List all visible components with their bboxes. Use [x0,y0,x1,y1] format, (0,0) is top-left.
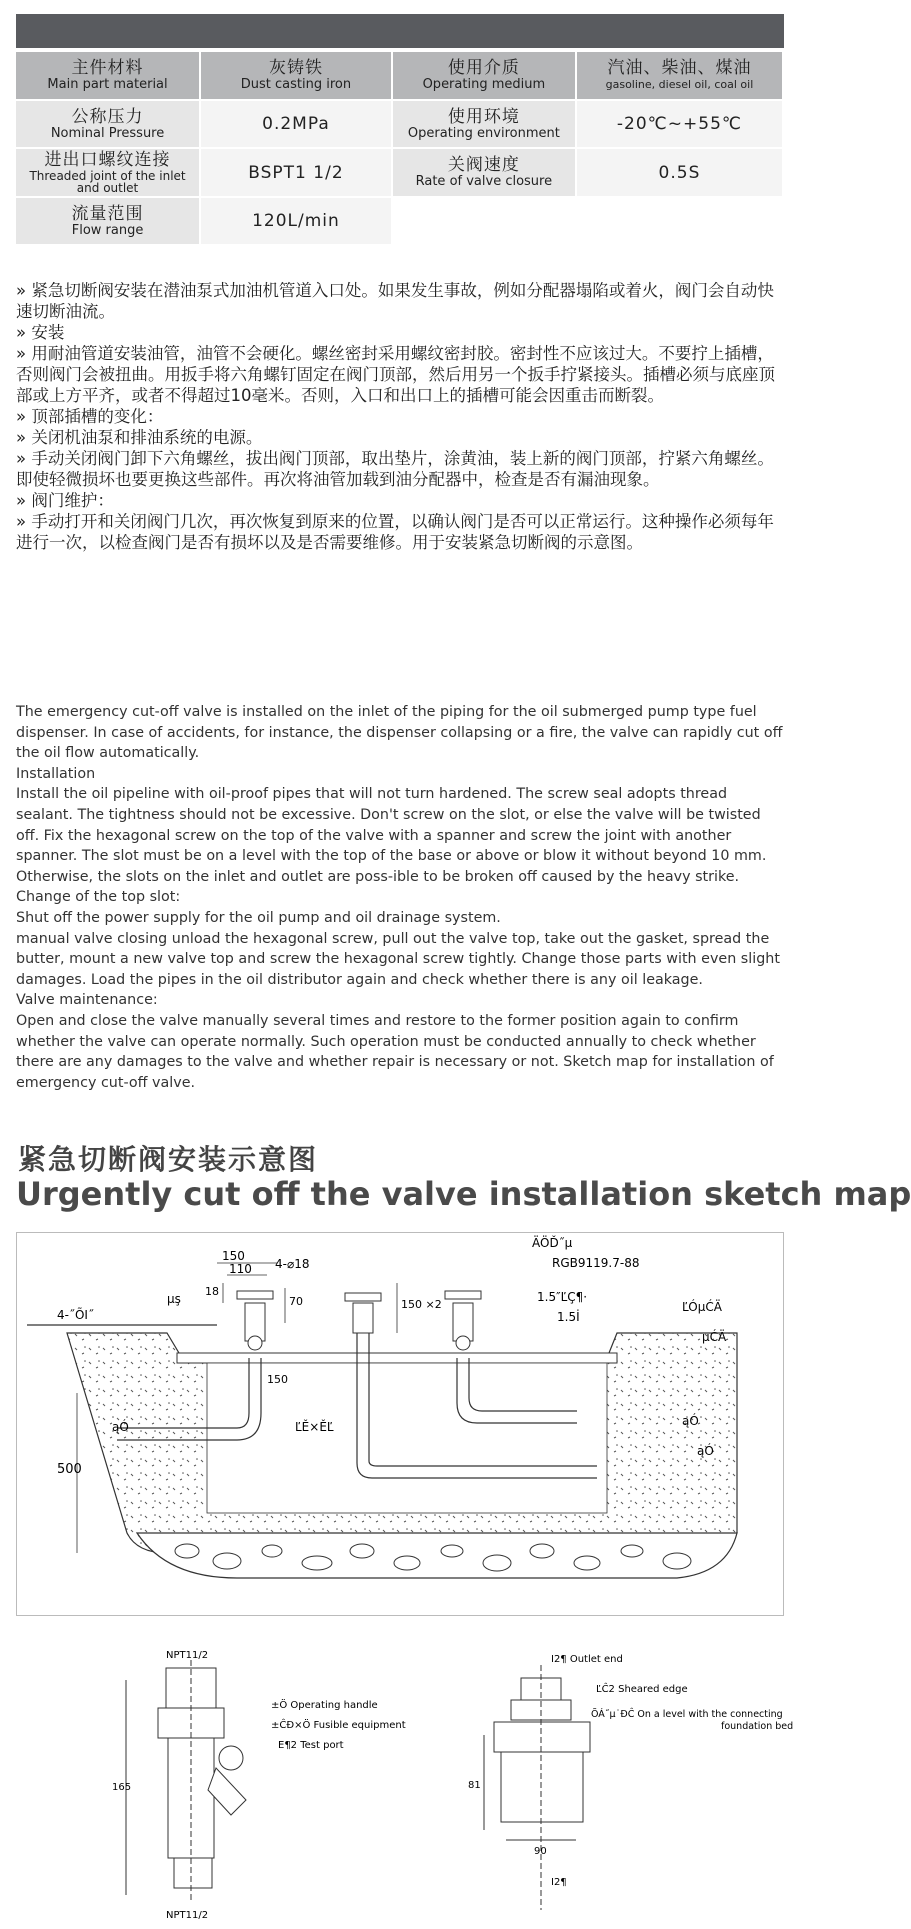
installation-sketch-svg [17,1233,783,1615]
dim-70: 70 [289,1295,303,1308]
label-foundation-bed: foundation bed [721,1721,794,1732]
npt-top: NPT11/2 [166,1650,209,1661]
spec-row [16,197,783,245]
spec-value-cell: BSPT1 1/2 [200,148,392,197]
spec-key-cell: 流量范围 Flow range [16,197,200,245]
en-paragraph: Installation [16,765,96,782]
spec-row [16,148,783,197]
label-right-1: ĽÓµĆÄ [682,1300,722,1314]
valve-detail-drawings [16,1640,794,1925]
label-test-port: E¶2 Test port [278,1740,344,1751]
cn-paragraph: » 关闭机油泵和排油系统的电源。 [16,428,263,447]
label-gb: RGB9119.7-88 [552,1256,640,1270]
sketch-title-zh: 紧急切断阀安装示意图 [18,1143,319,1176]
installation-sketch [16,1232,784,1616]
label-left-ao: ąÓ [112,1420,129,1434]
cn-paragraph: » 安装 [16,323,65,342]
dim-110: 110 [229,1262,252,1276]
label-1-5-b: 1.5İ [557,1310,580,1324]
label-top-left: 4-˝ÕI˝ [57,1308,94,1322]
label-right-3: ąÓ [682,1414,699,1428]
spec-empty-cell [392,197,576,245]
dim-150x2: 150 ×2 [401,1298,442,1311]
dim-18: 18 [205,1285,219,1298]
cn-paragraph: » 手动打开和关闭阀门几次，再次恢复到原来的位置，以确认阀门是否可以正常运行。这种操作必须每年进行一次，以检查阀门是否有损坏以及是否需要维修。用于安装紧急切断阀的示意图。 [16,512,774,552]
label-right-4: ąÓ [697,1444,714,1458]
dim-150: 150 [222,1249,245,1263]
valve-center [345,1293,381,1333]
height-165: 165 [112,1782,132,1793]
top-header-bar [16,14,784,48]
spec-value-cell: -20℃~+55℃ [576,100,783,148]
dim-4-18: 4-⌀18 [275,1257,310,1271]
width-90: 90 [534,1846,547,1857]
spec-value-cell: 120L/min [200,197,392,245]
cn-paragraph: » 用耐油管道安装油管，油管不会硬化。螺丝密封采用螺纹密封胶。密封性不应该过大。不要拧上插槽，否则阀门会被扭曲。用扳手将六角螺钉固定在阀门顶部，然后用另一个扳手拧紧接头。插槽必须与底座顶部或上方平齐，或者不得超过10毫米。否则，入口和出口上的插槽可能会因重击而断裂。 [16,344,775,405]
spec-table [16,52,784,246]
spec-header-cell: 灰铸铁 Dust casting iron [200,52,392,100]
valve-left [237,1291,273,1350]
spec-key-cell: 关阀速度 Rate of valve closure [392,148,576,197]
sketch-title-en: Urgently cut off the valve installation sketch map [16,1175,911,1213]
base-slab [177,1353,617,1363]
label-fusible: ±ĈĐ×Ö Fusible equipment [271,1720,406,1731]
en-paragraph: Change of the top slot: [16,889,181,906]
label-top-code: ÄÖĎ˝µ [532,1236,573,1250]
en-paragraph: Shut off the power supply for the oil pump and oil drainage system. [16,909,501,926]
spec-row [16,100,783,148]
height-81: 81 [468,1780,481,1791]
cn-paragraph: » 手动关闭阀门卸下六角螺丝，拔出阀门顶部，取出垫片，涂黄油，装上新的阀门顶部，拧紧六角螺丝。即使轻微损坏也要更换这些部件。再次将油管加载到油分配器中，检查是否有漏油现象。 [16,449,774,489]
valve-right [445,1291,481,1350]
spec-header-row [16,52,783,100]
dim-500: 500 [57,1462,82,1477]
spec-header-cell: 汽油、柴油、煤油 gasoline, diesel oil, coal oil [576,52,783,100]
label-center: ĽĚ×ĚĽ [295,1420,334,1434]
spec-value-cell: 0.5S [576,148,783,197]
cn-paragraph: » 阀门维护： [16,491,114,510]
label-operating-handle: ±Ö Operating handle [271,1700,378,1711]
english-description [16,702,786,1093]
en-paragraph: The emergency cut-off valve is installed on the inlet of the piping for the oil submerged pump type fuel dispenser. In case of accidents, for instance, the dispenser collapsing or a fire, the valve can rapidly cut off the oil flow automatically. [16,704,783,762]
label-level-connecting: ÕÁ˝µ˙ĐĈ On a level with the connecting [591,1709,783,1720]
en-paragraph: manual valve closing unload the hexagonal screw, pull out the valve top, take out the gasket, spread the butter, mount a new valve top and screw the hexagonal screw tightly. Change those parts with even slight damages. Load the pipes in the oil distributor again and check whether there is any oil leakage. [16,930,780,988]
spec-header-cell: 主件材料 Main part material [16,52,200,100]
npt-bottom: NPT11/2 [166,1910,209,1921]
spec-empty-cell [576,197,783,245]
spec-value-cell: 0.2MPa [200,100,392,148]
label-us: µş [167,1292,181,1306]
en-paragraph: Install the oil pipeline with oil-proof pipes that will not turn hardened. The screw seal adopts thread sealant. The tightness should not be excessive. Don't screw on the slot, or else the valve will be twisted off. Fix the hexagonal screw on the top of the valve with a spanner and screw the joint with another spanner. The slot must be on a level with the top of the base or above or blow it without beyond 10 mm. Otherwise, the slots on the inlet and outlet are poss-ible to be broken off caused by the heavy strike. [16,786,767,885]
cn-paragraph: » 紧急切断阀安装在潜油泵式加油机管道入口处。如果发生事故，例如分配器塌陷或着火，阀门会自动快速切断油流。 [16,281,774,321]
valve-detail-svg [16,1640,794,1925]
dim-150-v: 150 [267,1373,288,1386]
en-paragraph: Open and close the valve manually several times and restore to the former position again to confirm whether the valve can operate normally. Such operation must be conducted annually to check whether there are any damages to the valve and whether repair is necessary or not. Sketch map for installation of emergency cut-off valve. [16,1012,774,1091]
spec-key-cell: 公称压力 Nominal Pressure [16,100,200,148]
chinese-description [16,280,786,553]
gravel-bed [137,1533,737,1578]
valve-front-view [126,1660,246,1900]
spec-header-cell: 使用介质 Operating medium [392,52,576,100]
spec-key-cell: 进出口螺纹连接 Threaded joint of the inlet and outlet [16,148,200,197]
valve-side-view [484,1665,590,1910]
label-1-5-a: 1.5″ĽÇ¶· [537,1290,588,1304]
label-right-2: µĆÄ [702,1330,727,1344]
label-outlet-end: I2¶ Outlet end [551,1654,623,1665]
label-inlet: I2¶ [551,1877,567,1888]
spec-key-cell: 使用环境 Operating environment [392,100,576,148]
en-paragraph: Valve maintenance: [16,992,158,1009]
cn-paragraph: » 顶部插槽的变化： [16,407,164,426]
label-sheared-edge: ĽĈ2 Sheared edge [596,1684,688,1695]
